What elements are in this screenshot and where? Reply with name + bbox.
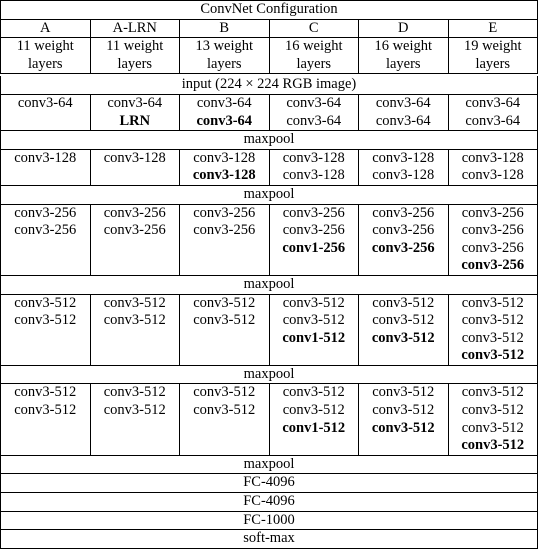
- depth-line: 11 weight: [106, 38, 164, 55]
- layer-label: conv3-64: [465, 112, 521, 129]
- layer-label: conv3-512: [461, 437, 525, 454]
- layer-label: conv3-512: [461, 402, 524, 419]
- fc-4096-row: [1, 474, 538, 493]
- stage-cell-b: [180, 294, 270, 365]
- stage-cell-c: [269, 294, 359, 365]
- layer-label: conv3-128: [14, 149, 77, 166]
- layer-label: conv3-64: [196, 112, 253, 129]
- depth-line: layers: [206, 55, 242, 72]
- layer-label: conv3-512: [461, 329, 524, 346]
- layer-label: conv3-64: [375, 94, 431, 111]
- maxpool-row: [1, 365, 538, 384]
- column-depth-b: [180, 38, 270, 74]
- layer-label: conv3-512: [103, 312, 166, 329]
- stage-cell-d: [359, 204, 449, 275]
- layer-label: conv3-64: [107, 94, 163, 111]
- stage-cell-a-lrn: [90, 294, 180, 365]
- stage-cell-a: [1, 204, 91, 275]
- maxpool-row: [1, 275, 538, 294]
- layer-label: conv3-512: [372, 384, 435, 401]
- column-name-row: [1, 19, 538, 38]
- stage-cell-c: [269, 204, 359, 275]
- layer-label: conv3-64: [286, 94, 342, 111]
- maxpool-label: maxpool: [1, 365, 538, 384]
- layer-stage-row: [1, 204, 538, 275]
- fc-4096-label: FC-4096: [1, 474, 538, 493]
- layer-label: conv3-64: [465, 94, 521, 111]
- layer-label: conv3-256: [282, 222, 345, 239]
- layer-stage-row: [1, 384, 538, 455]
- maxpool-row: [1, 185, 538, 204]
- layer-label: conv3-512: [14, 312, 77, 329]
- depth-line: 13 weight: [195, 38, 254, 55]
- stage-cell-e: [448, 94, 538, 130]
- column-depth-e: [448, 38, 538, 74]
- depth-line: layers: [385, 55, 421, 72]
- layer-label: conv3-512: [14, 294, 77, 311]
- layer-label: conv3-128: [461, 167, 524, 184]
- stage-cell-b: [180, 384, 270, 455]
- layer-stage-row: [1, 94, 538, 130]
- fc-1000-row: [1, 511, 538, 530]
- soft-max-label: soft-max: [1, 530, 538, 549]
- layer-label: conv3-512: [371, 419, 435, 436]
- layer-label: conv3-512: [193, 384, 256, 401]
- stage-cell-d: [359, 384, 449, 455]
- layer-label: conv3-256: [372, 222, 435, 239]
- layer-label: conv3-256: [372, 204, 435, 221]
- layer-label: conv3-256: [282, 204, 345, 221]
- stage-cell-c: [269, 94, 359, 130]
- layer-label: conv3-128: [282, 149, 345, 166]
- layer-label: conv3-512: [14, 402, 77, 419]
- layer-label: conv3-512: [372, 312, 435, 329]
- stage-cell-a-lrn: [90, 204, 180, 275]
- stage-cell-c: [269, 149, 359, 185]
- layer-label: conv3-128: [372, 167, 435, 184]
- maxpool-row: [1, 131, 538, 150]
- column-name-a-lrn: A-LRN: [90, 19, 180, 38]
- stage-cell-d: [359, 149, 449, 185]
- layer-label: conv3-64: [196, 94, 252, 111]
- column-name-c: C: [269, 19, 359, 38]
- stage-cell-e: [448, 204, 538, 275]
- layer-label: conv3-512: [371, 329, 435, 346]
- input-label: input (224 × 224 RGB image): [1, 76, 538, 94]
- layer-label: conv3-512: [372, 294, 435, 311]
- layer-label: conv3-512: [282, 402, 345, 419]
- layer-label: conv3-256: [371, 239, 435, 256]
- layer-label: conv3-256: [461, 239, 524, 256]
- input-row: [1, 76, 538, 94]
- soft-max-row: [1, 530, 538, 549]
- layer-label: conv3-64: [17, 94, 73, 111]
- maxpool-label: maxpool: [1, 185, 538, 204]
- layer-label: conv3-512: [461, 384, 524, 401]
- depth-line: layers: [27, 55, 63, 72]
- stage-cell-b: [180, 94, 270, 130]
- maxpool-label: maxpool: [1, 131, 538, 150]
- stage-cell-a: [1, 94, 91, 130]
- maxpool-label: maxpool: [1, 275, 538, 294]
- table-title: ConvNet Configuration: [1, 1, 538, 20]
- maxpool-row: [1, 455, 538, 474]
- title-row: [1, 1, 538, 20]
- layer-label: conv3-512: [193, 402, 256, 419]
- layer-label: conv3-128: [103, 149, 166, 166]
- stage-cell-a-lrn: [90, 149, 180, 185]
- maxpool-label: maxpool: [1, 455, 538, 474]
- layer-label: conv3-512: [461, 419, 524, 436]
- layer-stage-row: [1, 294, 538, 365]
- stage-cell-d: [359, 294, 449, 365]
- layer-label: conv3-64: [286, 112, 342, 129]
- layer-label: conv3-64: [375, 112, 431, 129]
- column-name-a: A: [1, 19, 91, 38]
- stage-cell-b: [180, 204, 270, 275]
- column-depth-d: [359, 38, 449, 74]
- layer-label: conv3-128: [192, 167, 256, 184]
- stage-cell-a-lrn: [90, 94, 180, 130]
- stage-cell-e: [448, 294, 538, 365]
- stage-cell-a-lrn: [90, 384, 180, 455]
- layer-label: conv1-256: [282, 239, 346, 256]
- layer-stage-row: [1, 149, 538, 185]
- layer-label: conv3-256: [193, 222, 256, 239]
- stage-cell-d: [359, 94, 449, 130]
- stage-cell-a: [1, 294, 91, 365]
- column-depth-row: [1, 38, 538, 74]
- layer-label: conv3-512: [193, 312, 256, 329]
- layer-label: conv1-512: [282, 419, 346, 436]
- layer-label: conv3-256: [461, 222, 524, 239]
- stage-cell-a: [1, 149, 91, 185]
- table-body: [1, 1, 538, 549]
- layer-label: conv3-512: [103, 402, 166, 419]
- layer-label: conv3-256: [103, 222, 166, 239]
- layer-label: conv3-512: [193, 294, 256, 311]
- stage-cell-a: [1, 384, 91, 455]
- column-name-e: E: [448, 19, 538, 38]
- depth-line: 19 weight: [463, 38, 522, 55]
- layer-label: conv3-256: [103, 204, 166, 221]
- stage-cell-b: [180, 149, 270, 185]
- layer-label: conv3-256: [14, 222, 77, 239]
- layer-label: conv3-128: [372, 149, 435, 166]
- layer-label: LRN: [119, 112, 151, 129]
- layer-label: conv3-512: [461, 294, 524, 311]
- depth-line: 11 weight: [16, 38, 74, 55]
- layer-label: conv1-512: [282, 329, 346, 346]
- layer-label: conv3-256: [14, 204, 77, 221]
- layer-label: conv3-512: [103, 384, 166, 401]
- layer-label: conv3-512: [14, 384, 77, 401]
- column-depth-a-lrn: [90, 38, 180, 74]
- layer-label: conv3-512: [461, 312, 524, 329]
- layer-label: conv3-256: [461, 257, 525, 274]
- layer-label: conv3-128: [461, 149, 524, 166]
- layer-label: conv3-512: [461, 347, 525, 364]
- layer-label: conv3-256: [461, 204, 524, 221]
- stage-cell-e: [448, 149, 538, 185]
- layer-label: conv3-512: [282, 312, 345, 329]
- depth-line: 16 weight: [374, 38, 433, 55]
- depth-line: 16 weight: [284, 38, 343, 55]
- layer-label: conv3-512: [282, 384, 345, 401]
- depth-line: layers: [475, 55, 511, 72]
- column-name-b: B: [180, 19, 270, 38]
- layer-label: conv3-128: [282, 167, 345, 184]
- column-depth-c: [269, 38, 359, 74]
- fc-4096-row: [1, 493, 538, 512]
- layer-label: conv3-512: [282, 294, 345, 311]
- fc-4096-label: FC-4096: [1, 493, 538, 512]
- depth-line: layers: [117, 55, 153, 72]
- layer-label: conv3-512: [372, 402, 435, 419]
- column-name-d: D: [359, 19, 449, 38]
- layer-label: conv3-512: [103, 294, 166, 311]
- stage-cell-e: [448, 384, 538, 455]
- column-depth-a: [1, 38, 91, 74]
- stage-cell-c: [269, 384, 359, 455]
- layer-label: conv3-256: [193, 204, 256, 221]
- fc-1000-label: FC-1000: [1, 511, 538, 530]
- depth-line: layers: [296, 55, 332, 72]
- layer-label: conv3-128: [193, 149, 256, 166]
